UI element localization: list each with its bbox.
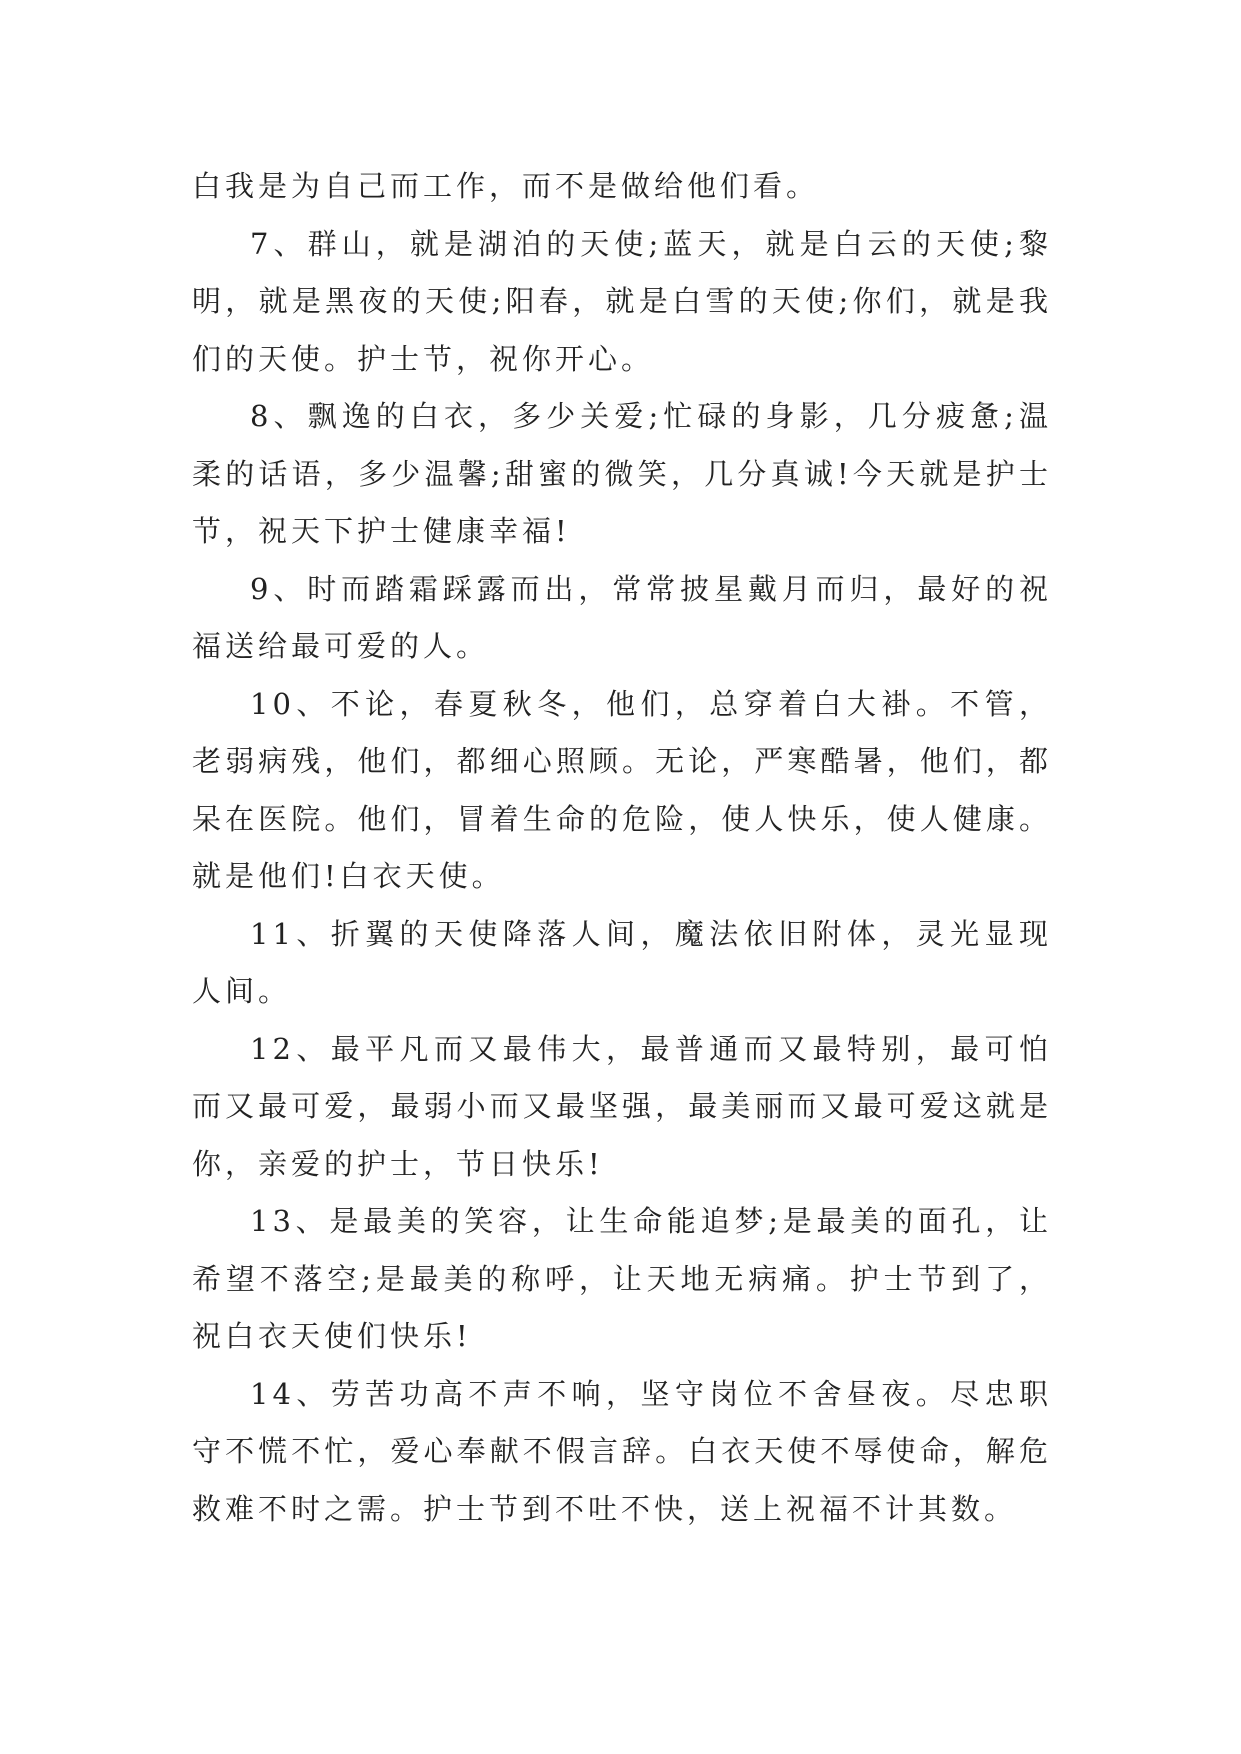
paragraph-continuation: 白我是为自己而工作，而不是做给他们看。 (192, 169, 820, 203)
paragraph-14: 14、劳苦功高不声不响，坚守岗位不舍昼夜。尽忠职守不慌不忙，爱心奉献不假言辞。白衣天使不辱使命，解危救难不时之需。护士节到不吐不快，送上祝福不计其数。 (192, 1376, 1052, 1526)
paragraph-10: 10、不论，春夏秋冬，他们，总穿着白大褂。不管，老弱病残，他们，都细心照顾。无论，严寒酷暑，他们，都呆在医院。他们，冒着生命的危险，使人快乐，使人健康。就是他们!白衣天使。 (192, 686, 1052, 893)
paragraph-13: 13、是最美的笑容，让生命能追梦;是最美的面孔，让希望不落空;是最美的称呼，让天地无病痛。护士节到了，祝白衣天使们快乐! (192, 1204, 1052, 1353)
document-body (192, 158, 1052, 1538)
paragraph-7: 7、群山，就是湖泊的天使;蓝天，就是白云的天使;黎明，就是黑夜的天使;阳春，就是白雪的天使;你们，就是我们的天使。护士节，祝你开心。 (192, 226, 1052, 376)
paragraph-11: 11、折翼的天使降落人间，魔法依旧附体，灵光显现人间。 (192, 916, 1052, 1008)
paragraph-8: 8、飘逸的白衣，多少关爱;忙碌的身影，几分疲惫;温柔的话语，多少温馨;甜蜜的微笑，几分真诚!今天就是护士节，祝天下护士健康幸福! (192, 399, 1052, 548)
paragraph-9: 9、时而踏霜踩露而出，常常披星戴月而归，最好的祝福送给最可爱的人。 (192, 571, 1052, 663)
paragraph-12: 12、最平凡而又最伟大，最普通而又最特别，最可怕而又最可爱，最弱小而又最坚强，最美丽而又最可爱这就是你，亲爱的护士，节日快乐! (192, 1031, 1052, 1181)
